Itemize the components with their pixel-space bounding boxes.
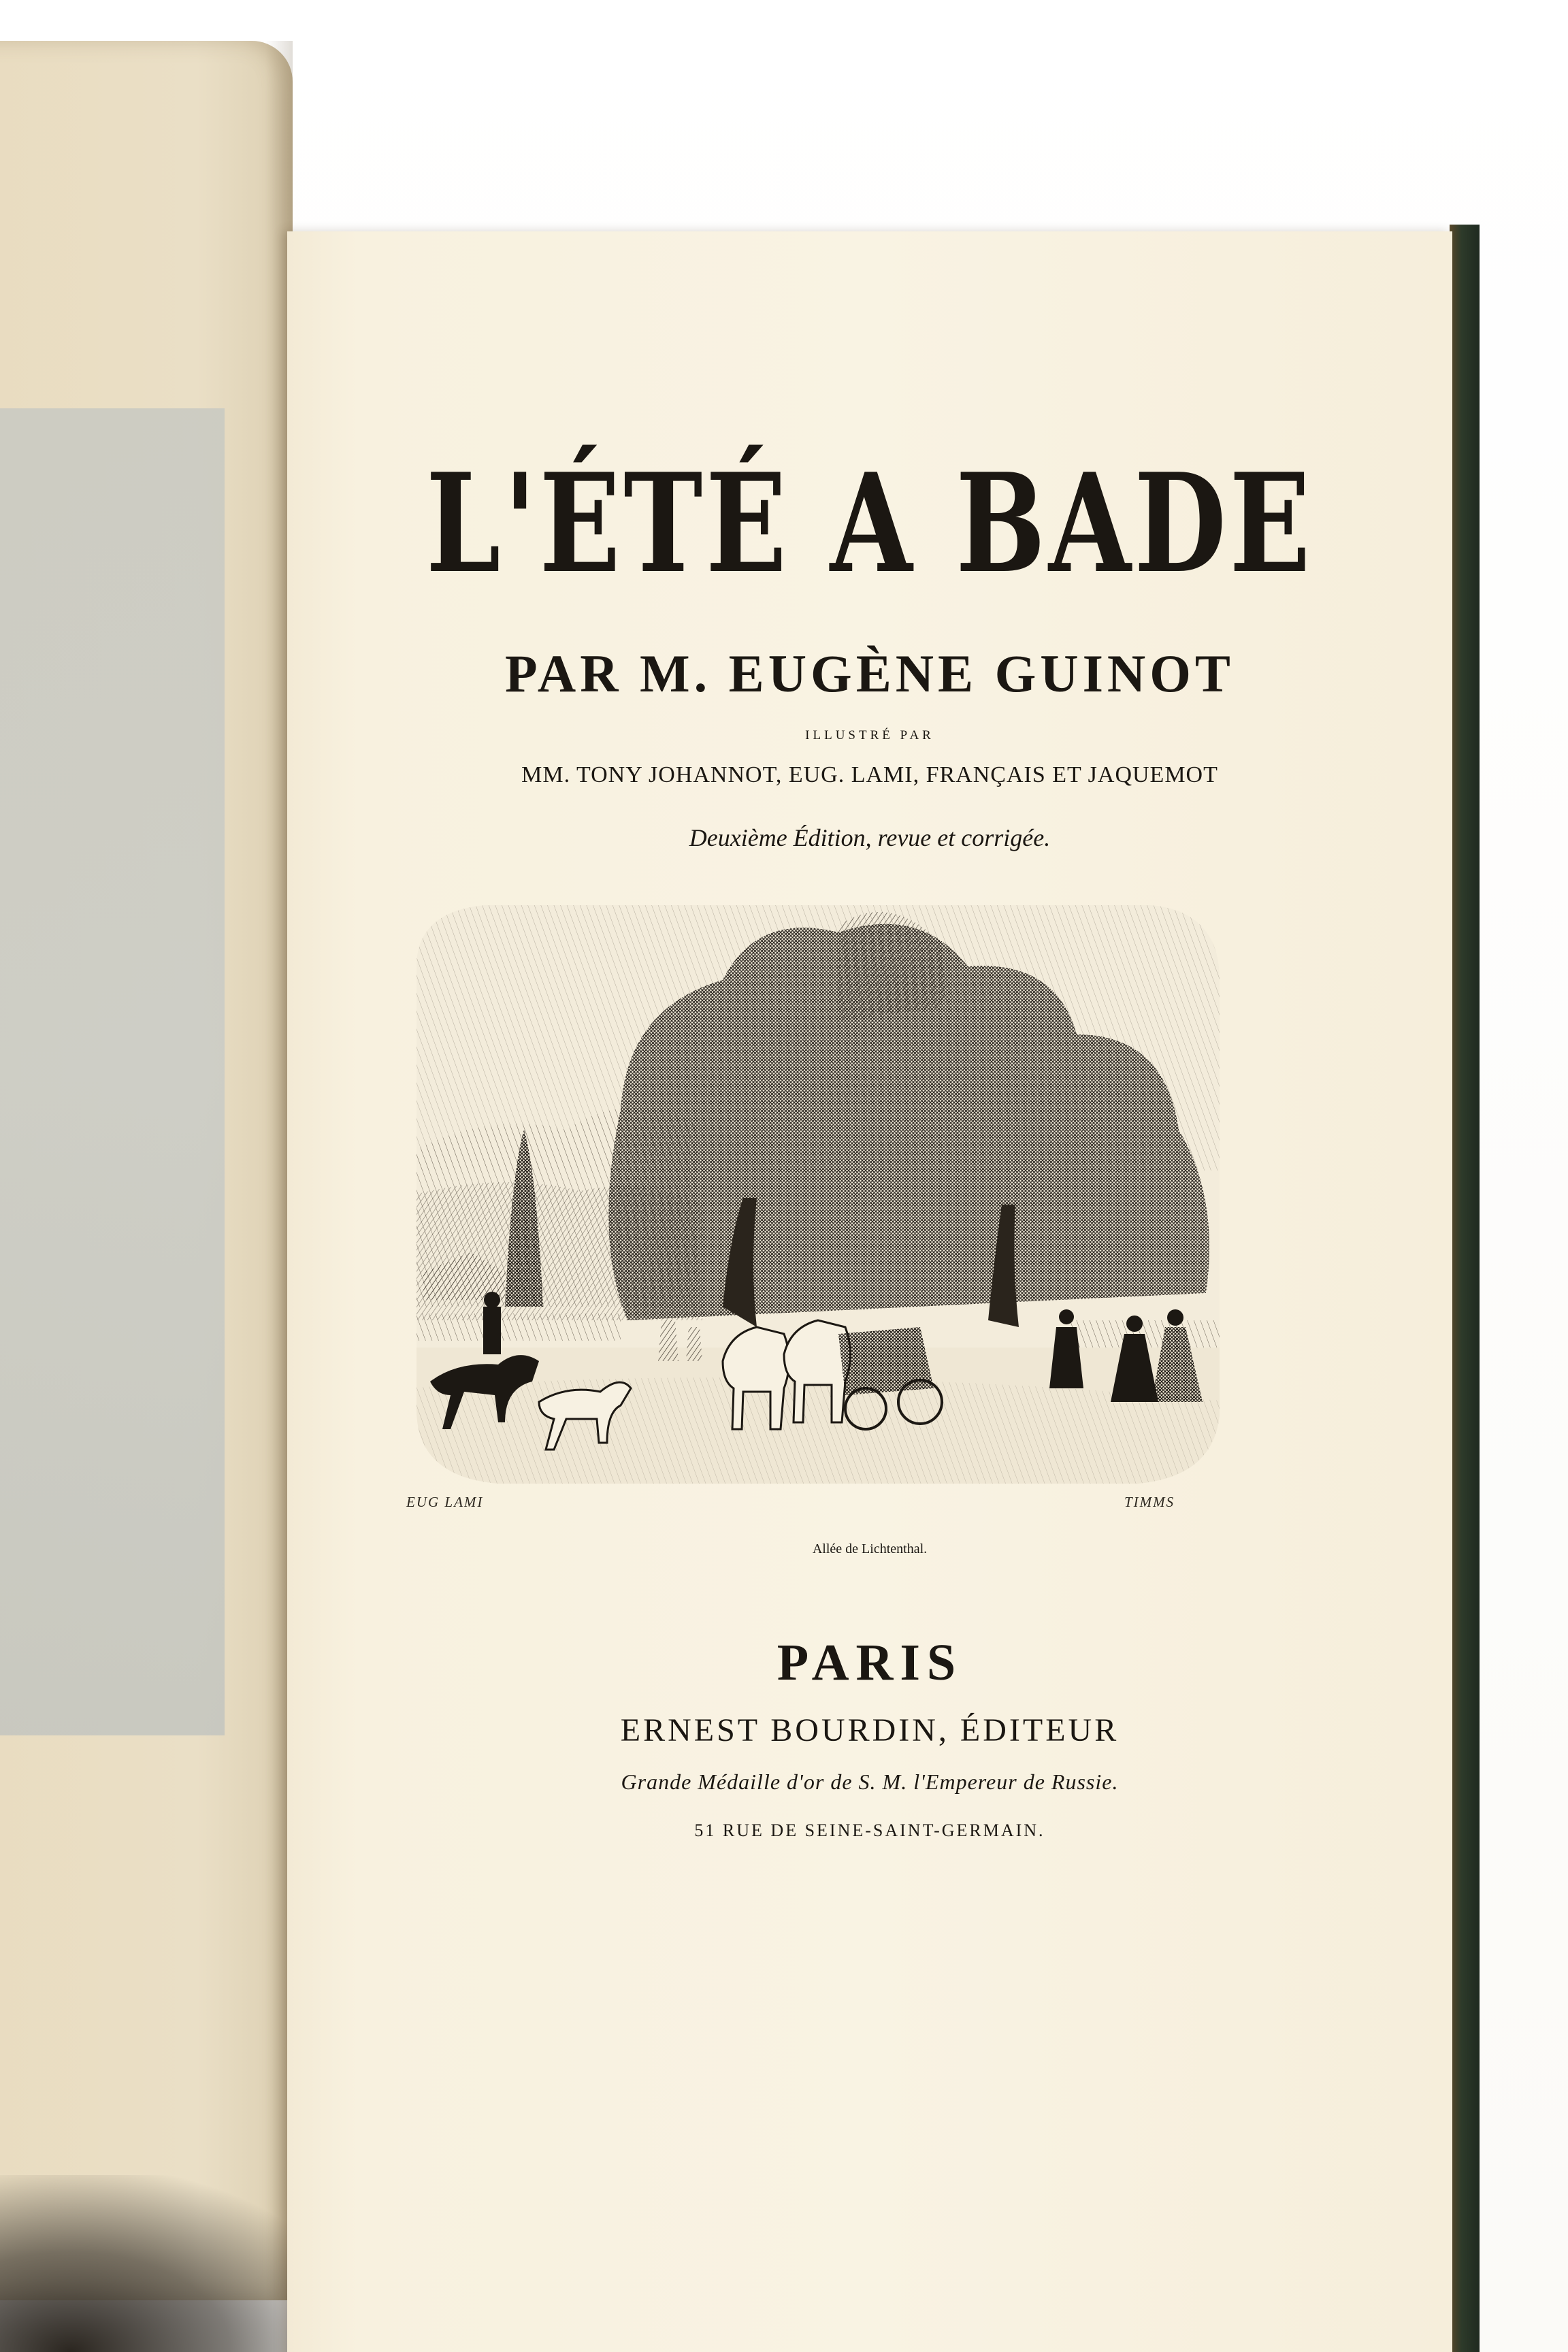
engraving-illustration [403,885,1233,1497]
imprint-publisher: ERNEST BOURDIN, ÉDITEUR [620,1712,1120,1748]
imprint-medal: Grande Médaille d'or de S. M. l'Empereur de Russie. [621,1769,1119,1794]
title-page [287,231,1452,2352]
edition-note: Deuxième Édition, revue et corrigée. [689,824,1051,851]
engraving-signature-left: EUG LAMI [406,1494,484,1510]
engraving-caption: Allée de Lichtenthal. [812,1541,928,1556]
cover-edge [1450,225,1480,2352]
left-page [0,41,293,2300]
book-title: L'ÉTÉ A BADE [425,444,1314,604]
engraving-signature-right: TIMMS [1124,1494,1175,1510]
imprint-address: 51 RUE DE SEINE-SAINT-GERMAIN. [694,1820,1045,1840]
tissue-guard [0,408,225,1735]
imprint-city: PARIS [777,1634,963,1691]
illustrated-by: ILLUSTRÉ PAR [805,728,934,742]
author-line: PAR M. EUGÈNE GUINOT [505,644,1235,703]
illustrators-line: MM. TONY JOHANNOT, EUG. LAMI, FRANÇAIS ET JAQUEMOT [521,762,1218,787]
